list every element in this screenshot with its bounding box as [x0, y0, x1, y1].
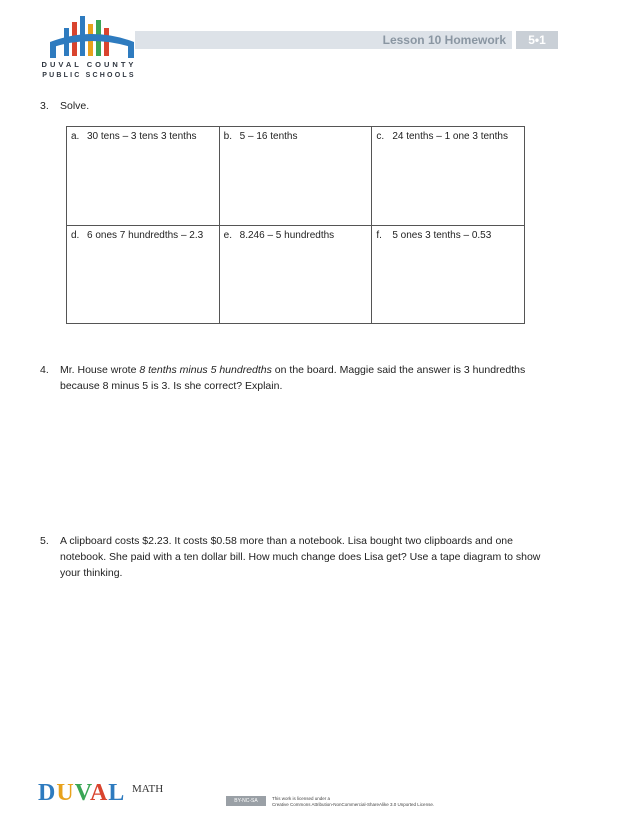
license-line2[interactable]: Creative Commons Attribution-NonCommercial-ShareAlike 3.0 Unported License.	[272, 802, 435, 807]
problem-text-line1	[60, 362, 525, 378]
license-text	[272, 796, 434, 808]
problem-cell-f[interactable]	[372, 225, 525, 324]
logo-letter: L	[108, 780, 126, 806]
lesson-title: Lesson 10 Homework	[382, 33, 506, 47]
problem-4	[40, 362, 600, 396]
logo-letter: D	[38, 780, 57, 806]
cell-text: 6 ones 7 hundredths – 2.3	[87, 229, 204, 241]
cell-text: 5 ones 3 tenths – 0.53	[392, 229, 492, 241]
problem-3	[40, 98, 600, 114]
logo-letter: A	[89, 780, 109, 806]
problem-cell-b[interactable]	[219, 127, 372, 226]
cell-text: 24 tenths – 1 one 3 tenths	[392, 131, 508, 142]
problem-cell-d[interactable]	[67, 225, 220, 324]
cell-text: 8.246 – 5 hundredths	[239, 229, 335, 241]
cell-text: 5 – 16 tenths	[239, 131, 298, 142]
cell-label: a.	[71, 131, 80, 142]
logo-letter: U	[56, 780, 75, 806]
problem-number: 4.	[40, 364, 49, 376]
duval-county-logo	[46, 12, 138, 92]
duval-math-logo	[38, 780, 125, 807]
cell-label: f.	[376, 229, 382, 241]
grade-module-badge: 5•1	[516, 31, 558, 49]
problem-5	[40, 533, 610, 583]
cell-text: 30 tens – 3 tens 3 tenths	[87, 131, 197, 142]
license-line1: This work is licensed under a	[272, 796, 331, 801]
problem-cell-c[interactable]	[372, 127, 525, 226]
cell-label: b.	[223, 131, 232, 142]
problem-3-grid	[66, 126, 525, 324]
cc-license-badge[interactable]: BY-NC-SA	[226, 796, 266, 806]
problem-number: 3.	[40, 100, 49, 112]
text-italic: 8 tenths minus 5 hundredths	[139, 364, 272, 376]
logo-letter: V	[74, 780, 90, 806]
org-name-line2: PUBLIC SCHOOLS	[42, 72, 136, 79]
problem-cell-e[interactable]	[219, 225, 372, 324]
problem-number: 5.	[40, 535, 49, 547]
problem-text-line2: notebook. She paid with a ten dollar bill. How much change does Lisa get? Use a tape diagram to show	[60, 551, 541, 563]
problem-prompt: Solve.	[60, 100, 90, 112]
text-after: on the board. Maggie said the answer is 3 hundredths	[271, 364, 526, 376]
problem-text-line1: A clipboard costs $2.23. It costs $0.58 more than a notebook. Lisa bought two clipboards and one	[60, 535, 513, 547]
cell-label: c.	[376, 131, 385, 142]
text-before: Mr. House wrote	[60, 364, 140, 376]
cell-label: d.	[71, 229, 80, 241]
cell-label: e.	[223, 229, 232, 241]
problem-cell-a[interactable]	[67, 127, 220, 226]
problem-text-line2: because 8 minus 5 is 3. Is she correct? Explain.	[60, 380, 283, 392]
org-name-line1: DUVAL COUNTY	[41, 60, 137, 69]
math-label: MATH	[132, 783, 164, 795]
problem-text-line3: your thinking.	[60, 567, 123, 579]
